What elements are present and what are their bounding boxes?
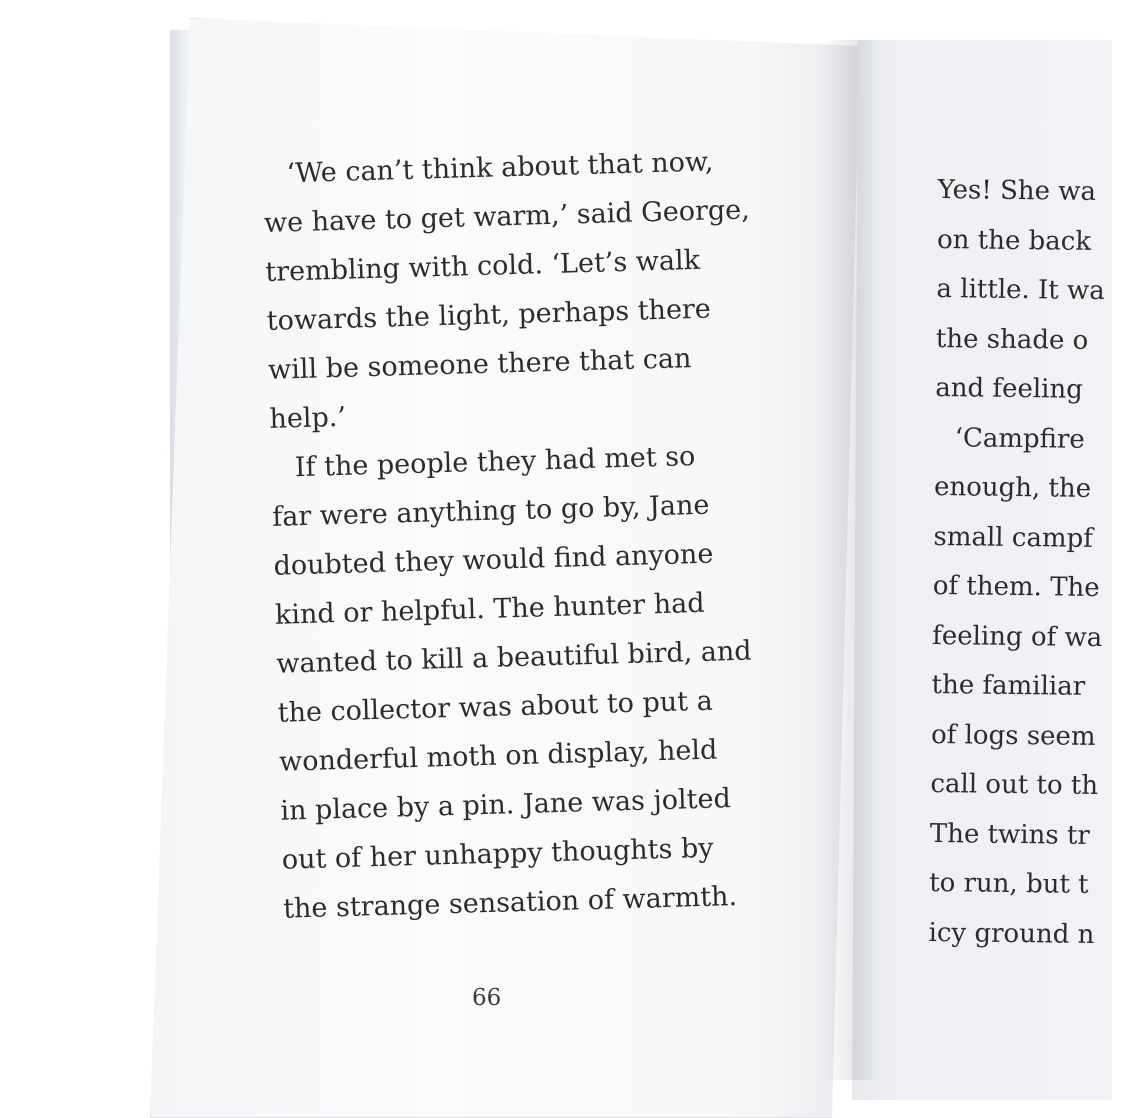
text-line: Yes! She wa (937, 174, 1097, 207)
text-line: out of her unhappy thoughts by (281, 832, 714, 876)
right-page-text (928, 166, 1138, 960)
text-line: far were anything to go by, Jane (271, 489, 710, 533)
text-line: wanted to kill a beautiful bird, and (275, 635, 753, 680)
text-line: If the people they had met so (294, 441, 696, 484)
text-line: wonderful moth on display, held (278, 734, 718, 778)
text-line: to run, but t (929, 867, 1089, 900)
text-line: and feeling (935, 372, 1084, 405)
text-line: the strange sensation of warmth. (282, 881, 738, 925)
text-line: kind or helpful. The hunter had (274, 587, 705, 631)
text-line: the shade o (935, 323, 1089, 356)
text-line: of logs seem (930, 719, 1096, 752)
text-line: of them. The (932, 570, 1100, 604)
text-line: trembling with cold. ‘Let’s walk (264, 244, 701, 288)
text-line: will be someone there that can (267, 343, 692, 386)
text-line: a little. It wa (936, 273, 1105, 307)
text-line: icy ground n (928, 917, 1095, 950)
text-line: towards the light, perhaps there (266, 293, 712, 337)
text-line: on the back (936, 224, 1092, 257)
text-line: enough, the (933, 471, 1092, 504)
text-line: call out to th (930, 768, 1099, 802)
page-number: 66 (472, 985, 502, 1011)
text-line: small campf (933, 521, 1094, 554)
text-line: The twins tr (929, 818, 1091, 851)
text-line: help.’ (269, 401, 347, 435)
left-page-text (262, 137, 754, 934)
text-line: doubted they would find anyone (273, 538, 714, 582)
text-line: in place by a pin. Jane was jolted (280, 783, 732, 827)
text-line: feeling of wa (932, 620, 1103, 653)
text-line: ‘Campfire (954, 422, 1085, 455)
text-line: ‘We can’t think about that now, (286, 146, 714, 190)
text-line: we have to get warm,’ said George, (263, 194, 751, 239)
text-line: the collector was about to put a (277, 685, 714, 729)
text-line: the familiar (931, 669, 1086, 702)
book-gutter (820, 40, 880, 1080)
